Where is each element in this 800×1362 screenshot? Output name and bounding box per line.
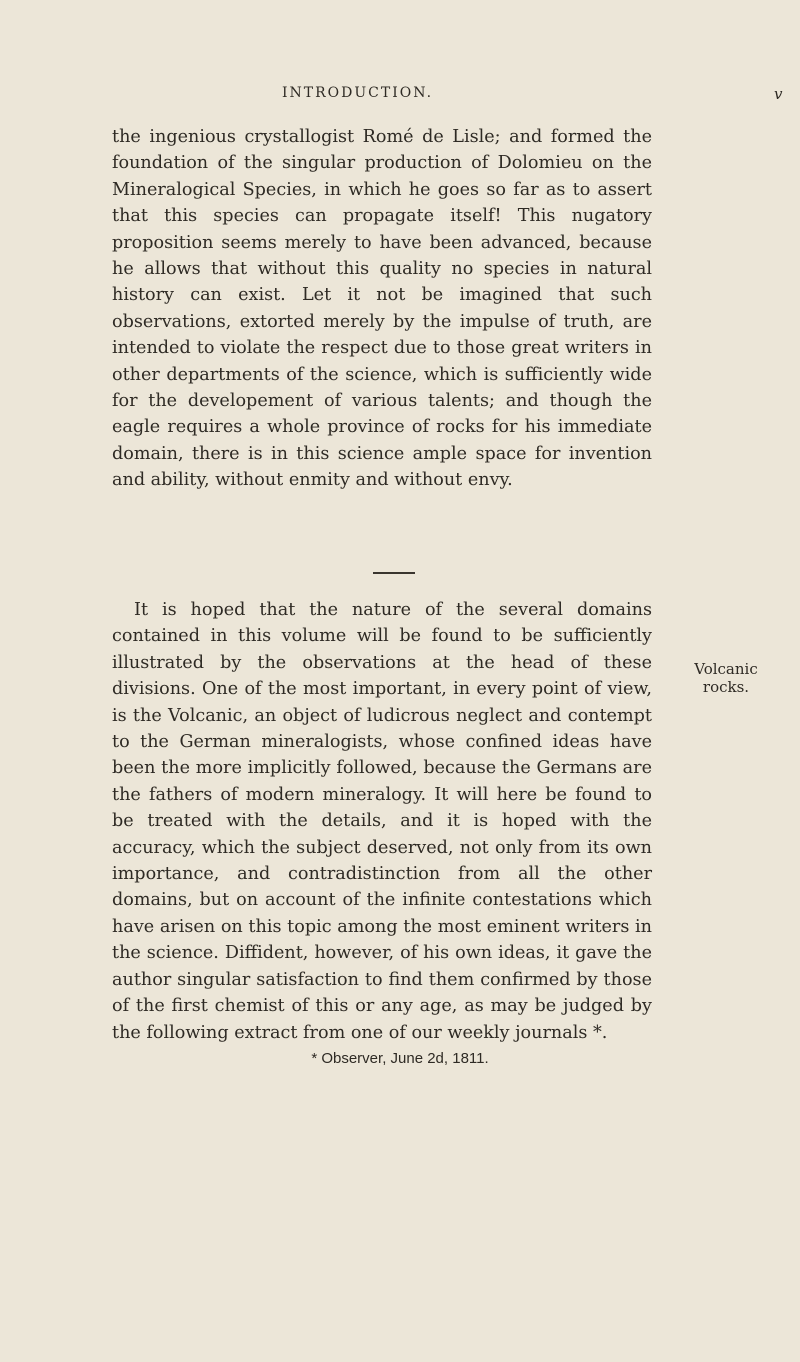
- paragraph-1: the ingenious crystallogist Romé de Lisle; and formed the foundation of the singular production of Dolomieu on the Mineralogical Species, in which he goes so far as to assert that this species can propagate itself! This nugatory proposition seems merely to have been advanced, because he allows that without this quality no species in natural history can exist. Let it not be imagined that such observations, extorted merely by the impulse of truth, are intended to violate the respect due to those great writers in other departments of the science, which is sufficiently wide for the developement of various talents; and though the eagle requires a whole province of rocks for his immediate domain, there is in this science ample space for invention and ability, without enmity and without envy.: [112, 127, 652, 491]
- section-divider: [373, 572, 415, 574]
- page-number: v: [774, 85, 785, 103]
- paragraph-2: It is hoped that the nature of the several domains contained in this volume will be found to be sufficiently illustrated by the observations at the head of these divisions. One of the most important, in every point of view, is the Volcanic, an object of ludicrous neglect and contempt to the German mineralogists, whose confined ideas have been the more implicitly followed, because the Germans are the fathers of modern mineralogy. It will here be found to be treated with the details, and it is hoped with the accuracy, which the subject deserved, not only from its own importance, and contradistinction from all the other domains, but on account of the infinite contestations which have arisen on this topic among the most eminent writers in the science. Diffident, however, of his own ideas, it gave the author singular satisfaction to find them confirmed by those of the first chemist of this or any age, as may be judged by the following extract from one of our weekly journals *.: [112, 600, 652, 1043]
- margin-note: Volcanic rocks.: [694, 660, 758, 696]
- running-title: INTRODUCTION.: [282, 85, 434, 101]
- footnote: * Observer, June 2d, 1811.: [311, 1050, 489, 1067]
